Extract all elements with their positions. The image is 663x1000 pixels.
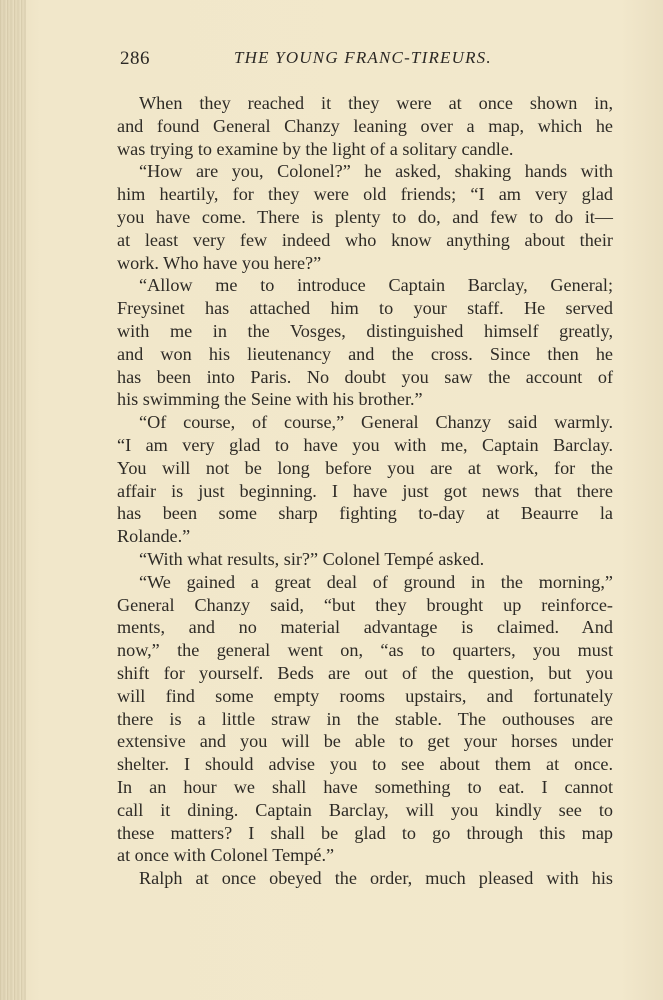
text-line: Freysinet has attached him to your staff. He served <box>117 298 613 319</box>
text-line: “How are you, Colonel?” he asked, shaking hands with <box>139 161 613 182</box>
text-line: “Of course, of course,” General Chanzy said warmly. <box>139 412 613 433</box>
text-line: shift for yourself. Beds are out of the question, but you <box>117 662 613 683</box>
text-line: has been into Paris. No doubt you saw the account of <box>117 366 613 387</box>
text-line: with me in the Vosges, distinguished himself greatly, <box>117 320 613 341</box>
text-line: and won his lieutenancy and the cross. Since then he <box>117 343 613 364</box>
text-line: General Chanzy said, “but they brought up reinforce- <box>117 594 613 615</box>
text-line: him heartily, for they were old friends; “I am very glad <box>117 184 613 205</box>
running-head <box>120 48 620 72</box>
page-number: 286 <box>120 48 150 69</box>
running-title: THE YOUNG FRANC-TIREURS. <box>234 48 492 67</box>
text-line: “With what results, sir?” Colonel Tempé asked. <box>139 548 485 569</box>
text-line: has been some sharp fighting to-day at Beaurre la <box>117 503 613 524</box>
text-line: call it dining. Captain Barclay, will you kindly see to <box>117 799 613 820</box>
text-line: Ralph at once obeyed the order, much pleased with his <box>139 868 613 889</box>
text-line: affair is just beginning. I have just got news that there <box>117 480 613 501</box>
text-line: In an hour we shall have something to eat. I cannot <box>117 776 613 797</box>
page-gutter <box>0 0 26 1000</box>
text-line: now,” the general went on, “as to quarters, you must <box>117 640 613 661</box>
body-text <box>117 92 613 890</box>
text-line: and found General Chanzy leaning over a map, which he <box>117 115 613 136</box>
text-line: shelter. I should advise you to see about them at once. <box>117 754 613 775</box>
text-line: “Allow me to introduce Captain Barclay, General; <box>139 275 613 296</box>
text-line: there is a little straw in the stable. The outhouses are <box>117 708 613 729</box>
text-line: “We gained a great deal of ground in the morning,” <box>139 571 613 592</box>
text-line: work. Who have you here?” <box>117 252 322 273</box>
text-line: ments, and no material advantage is claimed. And <box>117 617 613 638</box>
text-line: at least very few indeed who know anything about their <box>117 229 613 250</box>
text-line: will find some empty rooms upstairs, and fortunately <box>117 685 613 706</box>
text-line: you have come. There is plenty to do, and few to do it— <box>117 206 613 227</box>
text-line: extensive and you will be able to get your horses under <box>117 731 613 752</box>
text-line: Rolande.” <box>117 526 191 547</box>
text-line: You will not be long before you are at work, for the <box>117 457 613 478</box>
text-line: When they reached it they were at once shown in, <box>139 93 613 113</box>
text-line: was trying to examine by the light of a solitary candle. <box>117 138 514 159</box>
text-line: these matters? I shall be glad to go through this map <box>117 822 613 843</box>
text-line: “I am very glad to have you with me, Captain Barclay. <box>117 434 613 455</box>
text-line: at once with Colonel Tempé.” <box>117 845 335 866</box>
text-line: his swimming the Seine with his brother.” <box>117 389 423 410</box>
